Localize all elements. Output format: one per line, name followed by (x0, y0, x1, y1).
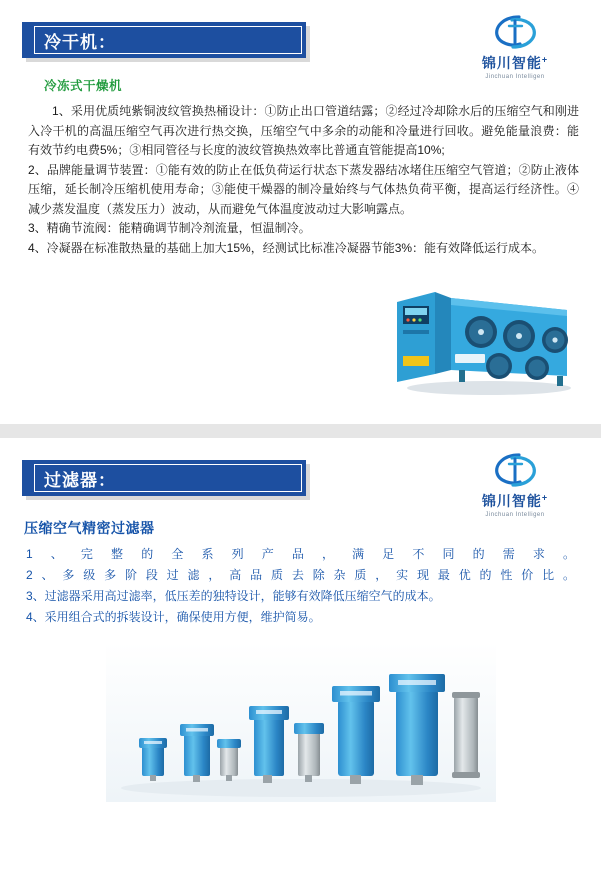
body-paragraph: 4、冷凝器在标准散热量的基础上加大15%，经测试比标准冷凝器节能3%：能有效降低运行成本。 (28, 240, 545, 255)
section-divider (0, 424, 601, 438)
compressed-air-filters-photo (106, 642, 496, 802)
section-body (26, 544, 575, 628)
section-filter (0, 438, 601, 877)
brand-name (455, 491, 575, 511)
brand-name-text: 锦川智能 (481, 493, 542, 509)
section-title-bar (22, 22, 306, 58)
brand-logo (455, 450, 575, 518)
brand-name (455, 53, 575, 73)
body-paragraph: 3、过滤器采用高过滤率，低压差的独特设计，能够有效降低压缩空气的成本。 (26, 589, 441, 603)
page-title: 过滤器： (44, 470, 116, 490)
page-title: 冷干机： (44, 32, 116, 52)
body-paragraph: 1、采用优质纯紫铜波纹管换热桶设计：①防止出口管道结露；②经过冷却除水后的压缩空气和刚进入冷干机的高温压缩空气再次进行热交换，压缩空气中多余的动能和冷量进行回收。避免能量浪费：能有效节约电费5%；③相同管径与长度的波纹管换热效率比普通直管能提高10%; (28, 104, 579, 157)
section-body (28, 102, 579, 258)
section-header (0, 438, 601, 518)
brand-superscript: + (541, 54, 549, 65)
refrigerated-air-dryer-photo (389, 270, 579, 398)
body-paragraph: 2、多级多阶段过滤，高品质去除杂质，实现最优的性价比。 (26, 568, 575, 582)
brand-superscript: + (541, 492, 549, 503)
brand-pinyin: Jinchuan Intelligen (485, 512, 545, 518)
section-title-bar (22, 460, 306, 496)
brand-name-text: 锦川智能 (481, 55, 542, 71)
section-subtitle: 压缩空气精密过滤器 (24, 520, 155, 536)
body-paragraph: 4、采用组合式的拆装设计，确保使用方便，维护简易。 (26, 610, 321, 624)
swoosh-circle-logo-icon (455, 450, 575, 490)
swoosh-circle-logo-icon (455, 12, 575, 52)
section-header (0, 0, 601, 80)
brand-logo (455, 12, 575, 80)
section-subtitle: 冷冻式干燥机 (44, 79, 123, 93)
body-paragraph: 2、品牌能量调节装置：①能有效的防止在低负荷运行状态下蒸发器结冰堵住压缩空气管道；②防止液体压缩，延长制冷压缩机使用寿命；③能使干燥器的制冷量始终与气体热负荷平衡，提高运行经济性。④减少蒸发温度（蒸发压力）波动，从而避免气体温度波动过大影响露点。 (28, 162, 579, 216)
body-paragraph: 3、精确节流阀：能精确调节制冷剂流量，恒温制冷。 (28, 221, 311, 235)
body-paragraph: 1、完整的全系列产品，满足不同的需求。 (26, 547, 575, 561)
brand-pinyin: Jinchuan Intelligen (485, 74, 545, 80)
section-refrigerated-dryer (0, 0, 601, 424)
